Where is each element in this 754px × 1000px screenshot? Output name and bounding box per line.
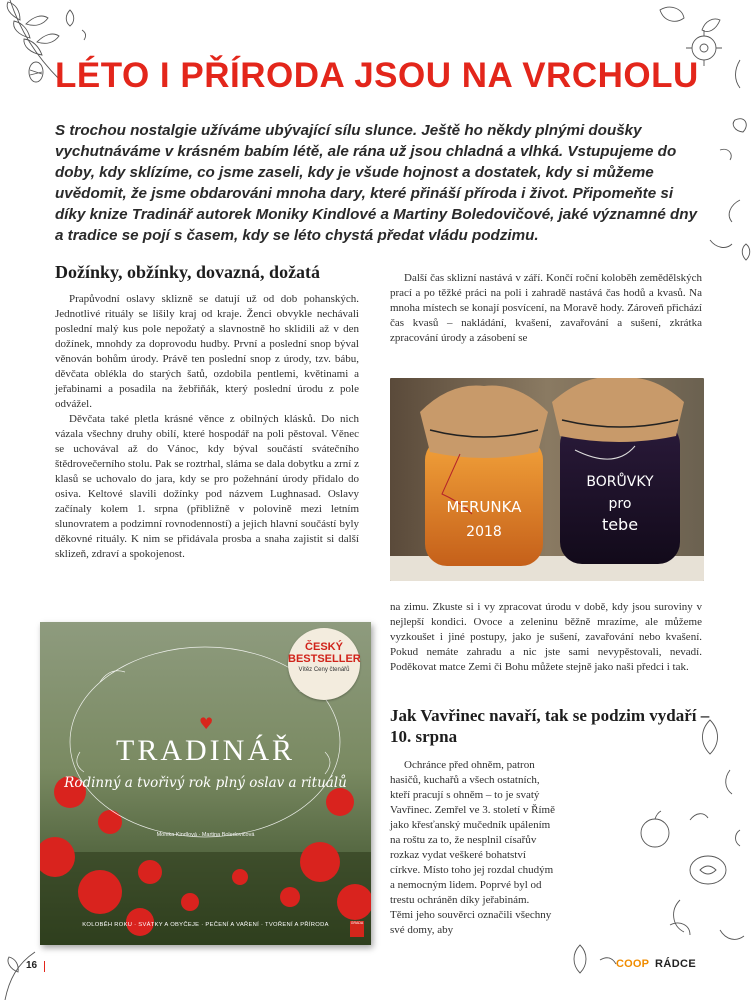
book-subtitle: Rodinný a tvořivý rok plný oslav a rituálů bbox=[64, 775, 347, 791]
jar2-label-line2: pro bbox=[608, 496, 632, 512]
book-authors: Monika Kindlová · Martina Boledovičová bbox=[156, 832, 255, 838]
article-title: LÉTO I PŘÍRODA JSOU NA VRCHOLU bbox=[55, 56, 699, 95]
jar1-label-line2: 2018 bbox=[466, 524, 502, 540]
body-paragraph: Děvčata také pletla krásné věnce z obilných klásků. Do nich vázala všechny druhy obilí, které hospodář na poli pěstoval. Věnec se uchovával až do Vánoc, kdy býval součástí svátečního štědrovečerního stolu. Pak se roztrhal, sláma se dala dobytku a zrní z klasů se uchovalo do jara, kdy se pro požehnání úrody přidalo do osiva. Keltové slavili dožínky pod názvem Lughnasad. Oslavy začínaly kolem 1. srpna (přibližně v polovině mezi letním slunovratem a podzimní rovnodenností) a jejich hlavní součástí byly děkovné rituály. K nim se přidávala prosba a snaha zajistit si další sklizeň, zdraví a spokojenost. bbox=[55, 413, 359, 560]
jar1-label-line1: MERUNKA bbox=[446, 498, 522, 516]
section-body-vavrinec bbox=[390, 758, 555, 938]
article-lead: S trochou nostalgie užíváme ubývající sílu slunce. Ještě ho někdy plnými doušky vychutnáváme v krásném babím létě, ale rána už jsou chladná a vlhká. Vstupujeme do doby, kdy sklízíme, co jsme zaseli, kdy je všude hojnost a dostatek, kdy si můžeme uvědomit, že jsme obdarováni mnoha dary, které přináší příroda i život. Připomeňte si díky knize Tradinář autorek Moniky Kindlové a Martiny Boledovičové, jaké významné dny a tradice se pojí s časem, kdy se léto chystá předat vládu podzimu. bbox=[55, 122, 698, 244]
right-column-top-text bbox=[390, 271, 702, 346]
body-paragraph: na zimu. Zkuste si i vy zpracovat úrodu v době, kdy jsou suroviny v nejlepší kondici. Ovoce a zeleninu běžně mrazíme, ale můžeme vyzkoušet i jiné postupy, jako je sušení, zavařování nebo kvašení. Pokud nemáte zahradu a nic jste sami nevypěstovali, nevadí. Poděkovat matce Zemi či Bohu můžete stejně jako naši předci i tak. bbox=[390, 601, 702, 673]
body-paragraph: Ochránce před ohněm, patron hasičů, kuchařů a všech ostatních, kteří pracují s ohněm – to je svatý Vavřinec. Zemřel ve 3. století v Římě jako křesťanský mučedník upálením na roštu za to, že nesplnil císařův rozkaz vydat veškeré bohatství církve. Místo toho jej rozdal chudým a nemocným lidem. Poprvé byl od trestu ochráněn díky jeřabinám. Těmi jeho souvěrci označili všechny své domy, aby bbox=[390, 759, 555, 936]
bestseller-badge bbox=[288, 628, 360, 700]
body-paragraph: Prapůvodní oslavy sklizně se datují už od dob pohanských. Jednotlivé rituály se lišily kraj od kraje. Ženci obvykle nechávali poslední malý kus pole nepožatý a slavnostně ho sklidili až v den dožínek, mnohdy za doprovodu hudby. První a poslední snop býval věnován bohům úrody. Právě ten poslední snop z úrody, tzv. bábu, děvčata oblékla do starých šatů, ozdobila pentlemi, květinami a jeřabinami a posadila na žebřiňák, který poslední úrodu z pole odvážel. bbox=[55, 293, 359, 410]
book-bottom-line: KOLOBĚH ROKU · SVÁTKY A OBYČEJE · PEČENÍ A VAŘENÍ · TVOŘENÍ A PŘÍRODA bbox=[82, 922, 329, 928]
section-body-dozinky bbox=[55, 292, 359, 562]
badge-subtitle: Vítěz Ceny čtenářů bbox=[298, 667, 350, 673]
publisher-stamp: GRADA bbox=[350, 921, 364, 937]
magazine-name: RÁDCE bbox=[655, 958, 697, 970]
section-heading-vavrinec: Jak Vavřinec navaří, tak se podzim vydaří – 10. srpna bbox=[390, 706, 710, 746]
book-title: TRADINÁŘ bbox=[116, 734, 295, 767]
jar2-label-line3: tebe bbox=[601, 515, 639, 534]
heart-icon: ♥ bbox=[199, 714, 214, 733]
jars-photo bbox=[390, 378, 704, 581]
book-cover bbox=[40, 622, 371, 945]
coop-logo: COOP bbox=[616, 958, 650, 970]
jar2-label-line1: BORŮVKY bbox=[586, 474, 654, 490]
page-number: 16 bbox=[26, 960, 38, 971]
page-number-divider bbox=[44, 961, 45, 972]
badge-title: ČESKÝ BESTSELLER bbox=[288, 641, 361, 665]
right-column-mid-text bbox=[390, 600, 702, 675]
body-paragraph: Další čas sklizní nastává v září. Končí roční koloběh zemědělských prací a po těžké práci na poli i zahradě nastává čas hodů a kvasů. Na mnoha místech se konají posvícení, na Moravě hody. Zároveň přichází čas kvasů – nakládání, kvašení, zavařování a sušení, zkrátka zpracování úrody a zásobení se bbox=[390, 272, 702, 344]
section-heading-dozinky: Dožínky, obžínky, dovazná, dožatá bbox=[55, 262, 321, 282]
